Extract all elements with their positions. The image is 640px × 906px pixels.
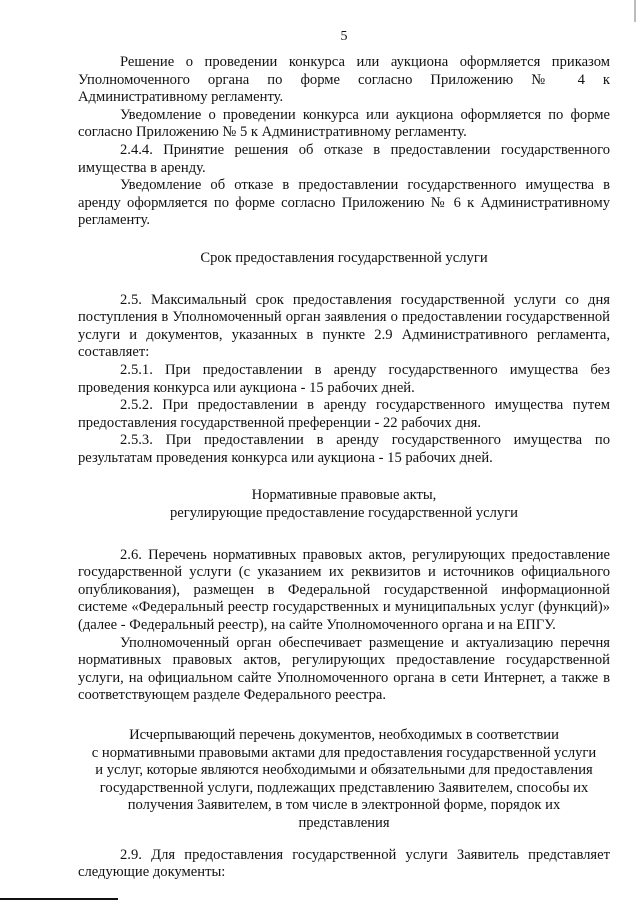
heading-line: получения Заявителем, в том числе в электронной форме, порядок их: [127, 797, 561, 814]
paragraph: 2.5.1. При предоставлении в аренду государственного имущества без проведения конкурса или аукциона - 15 рабочих дней.: [78, 361, 610, 396]
paragraph: 2.4.4. Принятие решения об отказе в предоставлении государственного имущества в аренду.: [78, 141, 610, 176]
heading-line: государственной услуги, подлежащих представлению Заявителем, способы их: [99, 779, 589, 796]
paragraph: 2.6. Перечень нормативных правовых актов, регулирующих предоставление государственной услуги (с указанием их реквизитов и источников официального опубликования), размещен в Федеральной государственной информационной системе «Федеральный реестр государственных и муниципальных услуг (функций)» (далее - Федеральный реестр), на сайте Уполномоченного органа и на ЕПГУ.: [78, 546, 610, 634]
paragraph: Уведомление о проведении конкурса или аукциона оформляется по форме согласно Приложению № 5 к Административному регламенту.: [78, 106, 610, 141]
heading-line: и услуг, которые являются необходимыми и обязательными для предоставления: [95, 762, 593, 779]
term-section: [78, 292, 610, 468]
heading-line: представления: [298, 814, 390, 831]
footer-rule: [0, 898, 118, 900]
scan-artifact-mark: [634, 0, 636, 22]
intro-section: [78, 54, 610, 230]
heading-line: Исчерпывающий перечень документов, необходимых в соответствии: [129, 727, 559, 743]
paragraph: 2.9. Для предоставления государственной услуги Заявитель представляет следующие документы:: [78, 846, 610, 881]
heading-line: с нормативными правовыми актами для предоставления государственной услуги: [91, 744, 597, 761]
page-number: 5: [340, 29, 348, 44]
heading-line: Нормативные правовые акты,: [251, 487, 437, 504]
heading-line: регулирующие предоставление государственной услуги: [170, 505, 518, 522]
section-heading-documents: [78, 727, 610, 833]
acts-section: [78, 547, 610, 705]
paragraph: 2.5. Максимальный срок предоставления государственной услуги со дня поступления в Уполномоченный орган заявления о предоставлении государственной услуги и документов, указанных в пункте 2.9 Административного регламента, составляет:: [78, 291, 610, 361]
paragraph: Уведомление об отказе в предоставлении государственного имущества в аренду оформляется по форме согласно Приложению № 6 к Административному регламенту.: [78, 177, 610, 229]
paragraph: 2.5.2. При предоставлении в аренду государственного имущества путем предоставления государственной преференции - 22 рабочих дня.: [78, 397, 610, 431]
paragraph: 2.5.3. При предоставлении в аренду государственного имущества по результатам проведения конкурса или аукциона - 15 рабочих дней.: [78, 432, 610, 466]
paragraph: Уполномоченный орган обеспечивает размещение и актуализацию перечня нормативных правовых актов, регулирующих предоставление государственной услуги, на официальном сайте Уполномоченного органа в сети Интернет, а также в соответствующем разделе Федерального реестра.: [78, 634, 610, 704]
section-heading-term: Срок предоставления государственной услуги: [200, 249, 488, 266]
documents-section: [78, 847, 610, 882]
section-heading-acts: [78, 487, 610, 522]
paragraph: Решение о проведении конкурса или аукциона оформляется приказом Уполномоченного органа по форме согласно Приложению № 4 к Административному регламенту.: [78, 54, 610, 106]
